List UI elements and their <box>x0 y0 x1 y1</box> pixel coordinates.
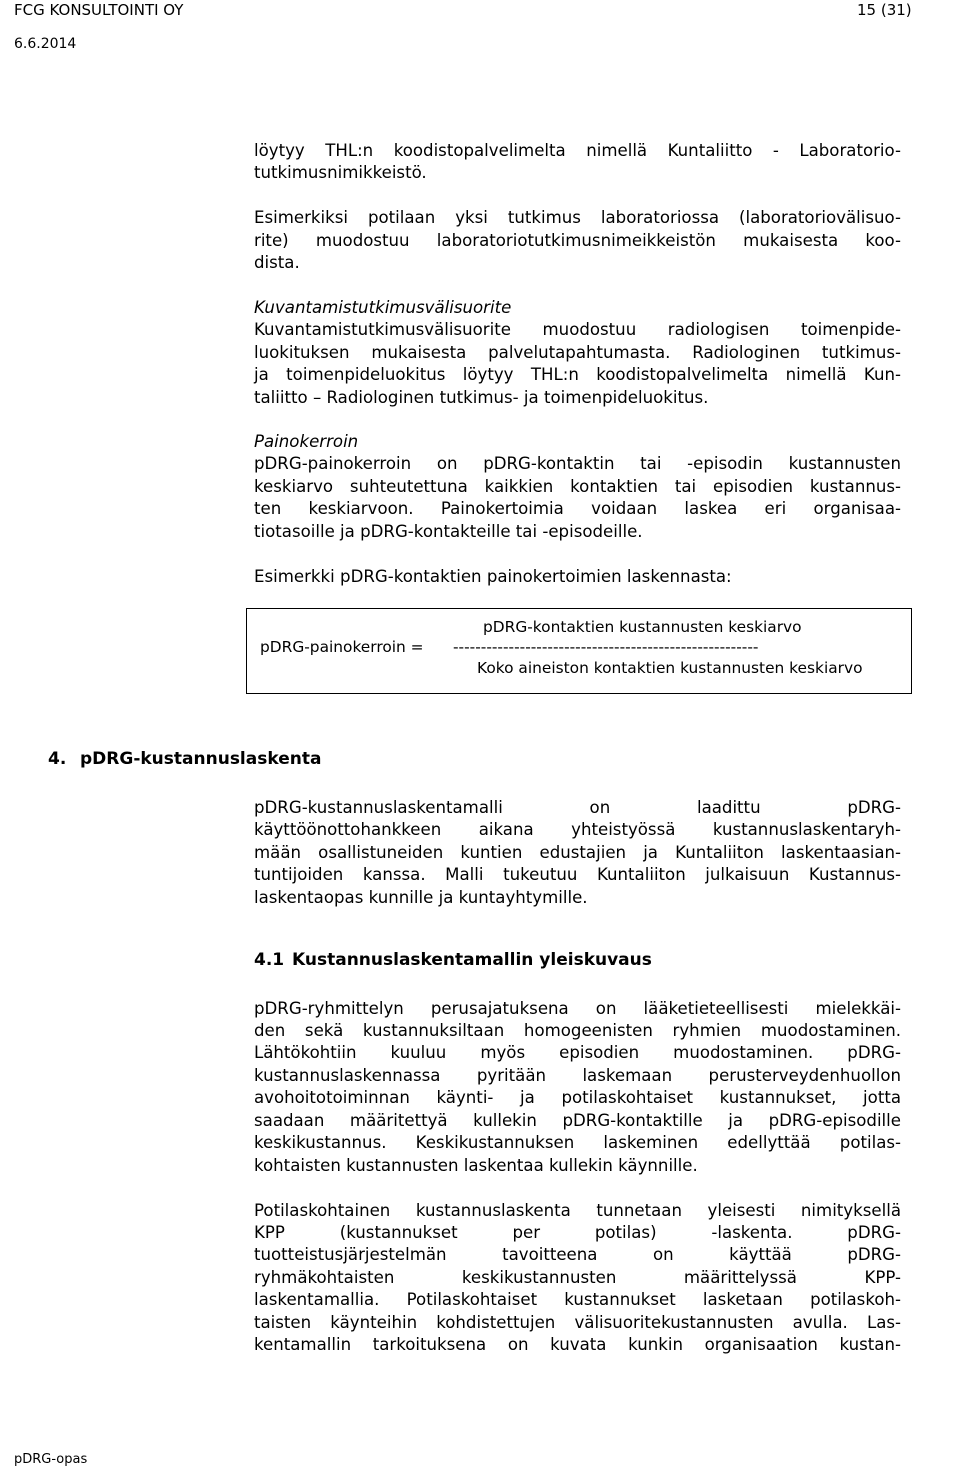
text-line: keskiarvo suhteutettuna kaikkien kontaktien tai episodien kustannus- <box>254 477 901 496</box>
text-line: ja toimenpideluokitus löytyy THL:n koodistopalvelimelta nimellä Kun- <box>254 365 901 384</box>
text-line: saadaan määritettyä kullekin pDRG-kontaktille ja pDRG-episodille <box>254 1111 901 1130</box>
text-line: kentamallin tarkoituksena on kuvata kunkin organisaation kustan- <box>254 1335 901 1354</box>
section-title: Kustannuslaskentamallin yleiskuvaus <box>292 950 652 970</box>
text-line: Esimerkiksi potilaan yksi tutkimus laboratoriossa (laboratoriovälisuo- <box>254 208 901 227</box>
text-line: löytyy THL:n koodistopalvelimelta nimellä Kuntaliitto - Laboratorio- <box>254 141 901 160</box>
formula-box <box>246 608 912 694</box>
text-line: Potilaskohtainen kustannuslaskenta tunnetaan yleisesti nimityksellä <box>254 1201 901 1220</box>
text-line: den sekä kustannuksiltaan homogeenisten ryhmien muodostaminen. <box>254 1021 901 1040</box>
text-line: dista. <box>254 253 300 272</box>
formula-fraction-line: ------------------------------------------------------- <box>453 638 759 656</box>
section-title: pDRG-kustannuslaskenta <box>80 749 322 769</box>
text-line: mään osallistuneiden kuntien edustajien ja Kuntaliiton laskentaasian- <box>254 843 901 862</box>
text-line: KPP (kustannukset per potilas) -laskenta. pDRG- <box>254 1223 901 1242</box>
text-line: laskentaopas kunnille ja kuntayhtymille. <box>254 888 588 907</box>
section-number: 4.1 <box>254 950 285 970</box>
text-line: keskikustannus. Keskikustannuksen laskeminen edellyttää potilas- <box>254 1133 901 1152</box>
text-line: rite) muodostuu laboratoriotutkimusnimeikkeistön mukaisesta koo- <box>254 231 901 250</box>
text-line: taisten käynteihin kohdistettujen välisuoritekustannusten avulla. Las- <box>254 1313 901 1332</box>
text-line: laskentamallia. Potilaskohtaiset kustannukset lasketaan potilaskoh- <box>254 1290 901 1309</box>
formula-denominator: Koko aineiston kontaktien kustannusten keskiarvo <box>477 659 863 677</box>
formula-numerator: pDRG-kontaktien kustannusten keskiarvo <box>483 618 802 636</box>
header-date: 6.6.2014 <box>14 36 77 52</box>
text-line: tuntijoiden kanssa. Malli tukeutuu Kuntaliiton julkaisuun Kustannus- <box>254 865 901 884</box>
text-line: luokituksen mukaisesta palvelutapahtumasta. Radiologinen tutkimus- <box>254 343 901 362</box>
page-number: 15 (31) <box>857 1 912 19</box>
text-line: tuotteistusjärjestelmän tavoitteena on käyttää pDRG- <box>254 1245 901 1264</box>
text-line: avohoitotoiminnan käynti- ja potilaskohtaiset kustannukset, jotta <box>254 1088 901 1107</box>
text-line: kohtaisten kustannusten laskentaa kullekin käynnille. <box>254 1156 698 1175</box>
text-line: ten keskiarvoon. Painokertoimia voidaan laskea eri organisaa- <box>254 499 901 518</box>
section-number: 4. <box>48 749 67 769</box>
text-line: tiotasoille ja pDRG-kontakteille tai -episodeille. <box>254 522 643 541</box>
text-line: kustannuslaskennassa pyritään laskemaan perusterveydenhuollon <box>254 1066 901 1085</box>
text-line: ryhmäkohtaisten keskikustannusten määrittelyssä KPP- <box>254 1268 901 1287</box>
company-name: FCG KONSULTOINTI OY <box>14 1 184 19</box>
subheading-painokerroin: Painokerroin <box>254 432 359 451</box>
text-line: Kuvantamistutkimusvälisuorite muodostuu radiologisen toimenpide- <box>254 320 901 339</box>
text-line: taliitto – Radiologinen tutkimus- ja toimenpideluokitus. <box>254 388 709 407</box>
text-line: tutkimusnimikkeistö. <box>254 163 427 182</box>
example-intro: Esimerkki pDRG-kontaktien painokertoimien laskennasta: <box>254 567 732 586</box>
text-line: pDRG-painokerroin on pDRG-kontaktin tai -episodin kustannusten <box>254 454 901 473</box>
text-line: käyttöönottohankkeen aikana yhteistyössä kustannuslaskentaryh- <box>254 820 901 839</box>
text-line: pDRG-kustannuslaskentamalli on laadittu pDRG- <box>254 798 901 817</box>
text-line: Lähtökohtiin kuuluu myös episodien muodostaminen. pDRG- <box>254 1043 901 1062</box>
subheading-kuvantamis: Kuvantamistutkimusvälisuorite <box>254 298 512 317</box>
formula-lhs: pDRG-painokerroin = <box>260 638 424 656</box>
page-footer: pDRG-opas <box>14 1452 88 1467</box>
text-line: pDRG-ryhmittelyn perusajatuksena on lääketieteellisesti mielekkäi- <box>254 999 901 1018</box>
